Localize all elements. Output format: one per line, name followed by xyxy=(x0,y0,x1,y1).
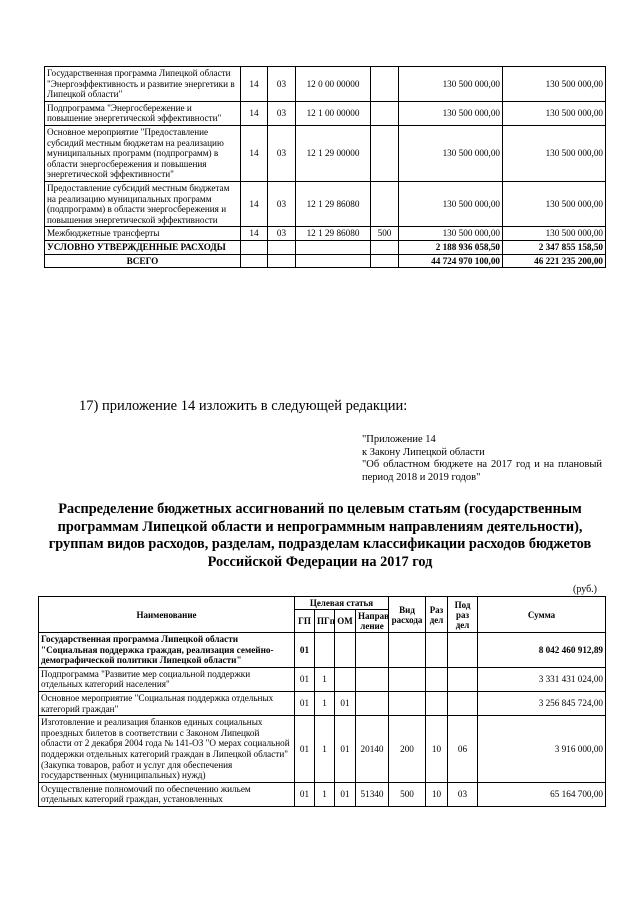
row-sum-2019: 130 500 000,00 xyxy=(503,227,606,241)
row-sum: 3 256 845 724,00 xyxy=(478,691,606,715)
row-direction xyxy=(356,691,389,715)
table-row xyxy=(45,181,606,226)
row-expense-type: 200 xyxy=(389,716,426,783)
header-subsection: Под раз дел xyxy=(448,597,478,633)
row-sum: 65 164 700,00 xyxy=(478,782,606,806)
row-subsection: 03 xyxy=(268,101,296,125)
row-sum-2018: 130 500 000,00 xyxy=(399,227,503,241)
header-pgp: ПГп xyxy=(315,610,335,633)
budget-allocation-table xyxy=(38,596,606,807)
header-gp: ГП xyxy=(295,610,315,633)
row-direction: 51340 xyxy=(356,782,389,806)
row-section: 14 xyxy=(241,67,268,102)
table-row xyxy=(39,782,606,806)
table-row xyxy=(39,691,606,715)
row-subsection: 03 xyxy=(268,181,296,226)
row-gp: 01 xyxy=(295,633,315,668)
row-om xyxy=(335,633,356,668)
header-direction: Направ ление xyxy=(356,610,389,633)
row-sum-2018: 130 500 000,00 xyxy=(399,125,503,181)
row-sum: 8 042 460 912,89 xyxy=(478,633,606,668)
row-expense-type: 500 xyxy=(389,782,426,806)
row-sum-2018: 130 500 000,00 xyxy=(399,67,503,102)
row-target-article: 12 1 29 00000 xyxy=(296,125,371,181)
row-name: Основное мероприятие "Предоставление субсидий местным бюджетам на реализацию муниципальных программ (подпрограмм) в области энергосбережения и повышения энергетической эффективности" xyxy=(45,125,241,181)
table-row xyxy=(39,667,606,691)
table-row xyxy=(45,125,606,181)
row-name: Основное мероприятие "Социальная поддержка отдельных категорий граждан" xyxy=(39,691,295,715)
row-subsection xyxy=(268,254,296,268)
row-pgp xyxy=(315,633,335,668)
row-direction xyxy=(356,667,389,691)
header-om: ОМ xyxy=(335,610,356,633)
row-pgp: 1 xyxy=(315,691,335,715)
row-expense-type xyxy=(371,125,399,181)
row-sum-2018: 130 500 000,00 xyxy=(399,101,503,125)
table-row xyxy=(39,633,606,668)
row-subsection xyxy=(448,633,478,668)
row-target-article: 12 1 29 86080 xyxy=(296,227,371,241)
row-name: Изготовление и реализация бланков единых социальных проездных билетов в соответствии с Законом Липецкой области от 2 декабря 2004 года № 141-ОЗ "О мерах социальной поддержки отдельных категорий граждан в Липецкой области" (Закупка товаров, работ и услуг для обеспечения государственных (муниципальных) нужд) xyxy=(39,716,295,783)
row-section: 14 xyxy=(241,125,268,181)
row-name: Подпрограмма "Развитие мер социальной поддержки отдельных категорий населения" xyxy=(39,667,295,691)
row-name: Межбюджетные трансферты xyxy=(45,227,241,241)
row-pgp: 1 xyxy=(315,716,335,783)
row-section xyxy=(426,691,448,715)
row-subsection xyxy=(448,667,478,691)
row-target-article: 12 0 00 00000 xyxy=(296,67,371,102)
row-expense-type xyxy=(371,181,399,226)
row-expense-type xyxy=(389,633,426,668)
header-expense-type: Вид расхода xyxy=(389,597,426,633)
row-section: 10 xyxy=(426,782,448,806)
header-target-article: Целевая статья xyxy=(295,597,389,610)
row-subsection: 03 xyxy=(268,125,296,181)
appendix-line: "Приложение 14 xyxy=(362,434,436,445)
row-expense-type xyxy=(371,254,399,268)
amendment-text: 17) приложение 14 изложить в следующей редакции: xyxy=(79,398,408,414)
row-expense-type xyxy=(371,67,399,102)
row-sum-2018: 2 188 936 058,50 xyxy=(399,240,503,254)
row-expense-type xyxy=(371,240,399,254)
row-sum-2019: 2 347 855 158,50 xyxy=(503,240,606,254)
row-target-article xyxy=(296,254,371,268)
table-row xyxy=(45,101,606,125)
budget-table-continued xyxy=(44,66,606,268)
row-sum-2019: 130 500 000,00 xyxy=(503,101,606,125)
table-row xyxy=(45,254,606,268)
table-row xyxy=(45,67,606,102)
row-om xyxy=(335,667,356,691)
row-pgp: 1 xyxy=(315,782,335,806)
header-section: Раз дел xyxy=(426,597,448,633)
appendix-line: "Об областном бюджете на 2017 год и на плановый период 2018 и 2019 годов" xyxy=(362,459,602,483)
row-section xyxy=(241,240,268,254)
row-sum: 3 916 000,00 xyxy=(478,716,606,783)
row-gp: 01 xyxy=(295,691,315,715)
row-sum-2019: 130 500 000,00 xyxy=(503,181,606,226)
row-direction xyxy=(356,633,389,668)
row-section xyxy=(241,254,268,268)
row-name: Подпрограмма "Энергосбережение и повышение энергетической эффективности" xyxy=(45,101,241,125)
row-om: 01 xyxy=(335,782,356,806)
row-section: 14 xyxy=(241,181,268,226)
row-section: 14 xyxy=(241,101,268,125)
unit-label: (руб.) xyxy=(573,584,597,595)
row-section: 14 xyxy=(241,227,268,241)
row-name: ВСЕГО xyxy=(45,254,241,268)
row-sum-2019: 130 500 000,00 xyxy=(503,67,606,102)
row-expense-type xyxy=(389,691,426,715)
row-section: 10 xyxy=(426,716,448,783)
row-om: 01 xyxy=(335,691,356,715)
row-gp: 01 xyxy=(295,667,315,691)
row-name: Государственная программа Липецкой области "Энергоэффективность и развитие энергетики в Липецкой области" xyxy=(45,67,241,102)
row-pgp: 1 xyxy=(315,667,335,691)
row-sum: 3 331 431 024,00 xyxy=(478,667,606,691)
appendix-line: к Закону Липецкой области xyxy=(362,446,485,458)
row-name: УСЛОВНО УТВЕРЖДЕННЫЕ РАСХОДЫ xyxy=(45,240,241,254)
row-expense-type xyxy=(389,667,426,691)
row-sum-2019: 130 500 000,00 xyxy=(503,125,606,181)
row-sum-2019: 46 221 235 200,00 xyxy=(503,254,606,268)
row-expense-type: 500 xyxy=(371,227,399,241)
row-name: Предоставление субсидий местным бюджетам на реализацию муниципальных программ (подпрограмм) в области энергосбережения и повышения энергетической эффективности xyxy=(45,181,241,226)
header-sum: Сумма xyxy=(478,597,606,633)
row-subsection xyxy=(448,691,478,715)
document-title: Распределение бюджетных ассигнований по целевым статьям (государственным программам Липецкой области и непрограммным направлениям деятельности), группам видов расходов, разделам, подразделам классификации расходов бюджетов Российской Федерации на 2017 год xyxy=(48,501,592,570)
row-section xyxy=(426,667,448,691)
row-subsection xyxy=(268,240,296,254)
row-name: Государственная программа Липецкой области "Социальная поддержка граждан, реализация семейно-демографической политики Липецкой области" xyxy=(39,633,295,668)
row-target-article: 12 1 00 00000 xyxy=(296,101,371,125)
row-gp: 01 xyxy=(295,716,315,783)
table-row xyxy=(45,240,606,254)
row-expense-type xyxy=(371,101,399,125)
row-sum-2018: 44 724 970 100,00 xyxy=(399,254,503,268)
table-row xyxy=(45,227,606,241)
row-name: Осуществление полномочий по обеспечению жильем отдельных категорий граждан, установленных xyxy=(39,782,295,806)
row-direction: 20140 xyxy=(356,716,389,783)
row-target-article xyxy=(296,240,371,254)
row-subsection: 03 xyxy=(268,227,296,241)
row-gp: 01 xyxy=(295,782,315,806)
row-subsection: 06 xyxy=(448,716,478,783)
table-row xyxy=(39,716,606,783)
row-target-article: 12 1 29 86080 xyxy=(296,181,371,226)
row-subsection: 03 xyxy=(448,782,478,806)
appendix-reference xyxy=(362,434,602,484)
row-section xyxy=(426,633,448,668)
row-sum-2018: 130 500 000,00 xyxy=(399,181,503,226)
header-name: Наименование xyxy=(39,597,295,633)
row-om: 01 xyxy=(335,716,356,783)
row-subsection: 03 xyxy=(268,67,296,102)
